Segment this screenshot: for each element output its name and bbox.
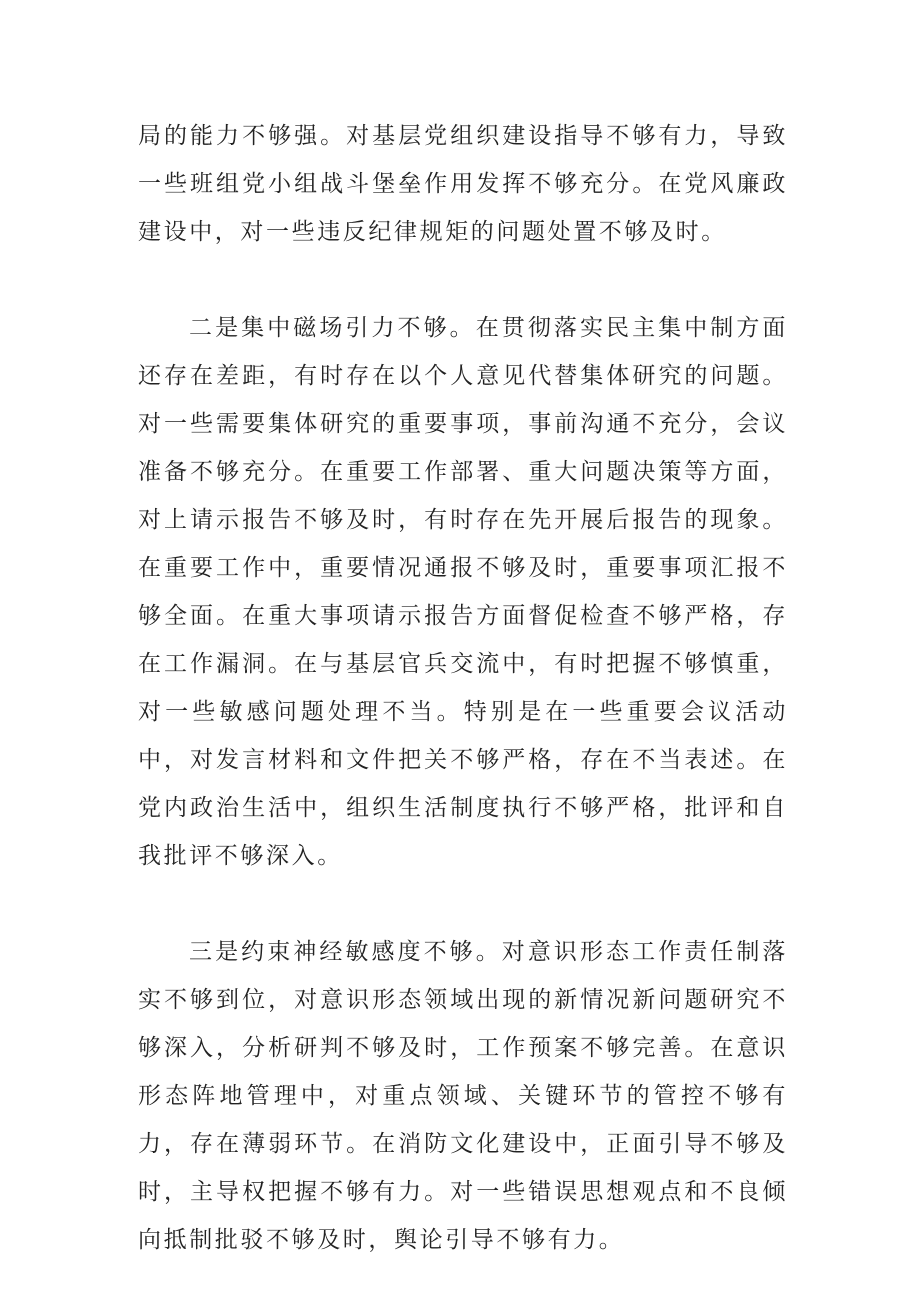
paragraph-ideology: 三是约束神经敏感度不够。对意识形态工作责任制落实不够到位，对意识形态领域出现的新情况新问题研究不够深入，分析研判不够及时，工作预案不够完善。在意识形态阵地管理中，对重点领域、关键环节的管控不够有力，存在薄弱环节。在消防文化建设中，正面引导不够及时，主导权把握不够有力。对一些错误思想观点和不良倾向抵制批驳不够及时，舆论引导不够有力。 — [138, 939, 788, 1253]
paragraph-continued: 局的能力不够强。对基层党组织建设指导不够有力，导致一些班组党小组战斗堡垒作用发挥不够充分。在党风廉政建设中，对一些违反纪律规矩的问题处置不够及时。 — [138, 123, 788, 245]
document-page — [138, 112, 788, 1312]
paragraph-centralism: 二是集中磁场引力不够。在贯彻落实民主集中制方面还存在差距，有时存在以个人意见代替集体研究的问题。对一些需要集体研究的重要事项，事前沟通不充分，会议准备不够充分。在重要工作部署、重大问题决策等方面，对上请示报告不够及时，有时存在先开展后报告的现象。在重要工作中，重要情况通报不够及时，重要事项汇报不够全面。在重大事项请示报告方面督促检查不够严格，存在工作漏洞。在与基层官兵交流中，有时把握不够慎重，对一些敏感问题处理不当。特别是在一些重要会议活动中，对发言材料和文件把关不够严格，存在不当表述。在党内政治生活中，组织生活制度执行不够严格，批评和自我批评不够深入。 — [138, 315, 788, 869]
